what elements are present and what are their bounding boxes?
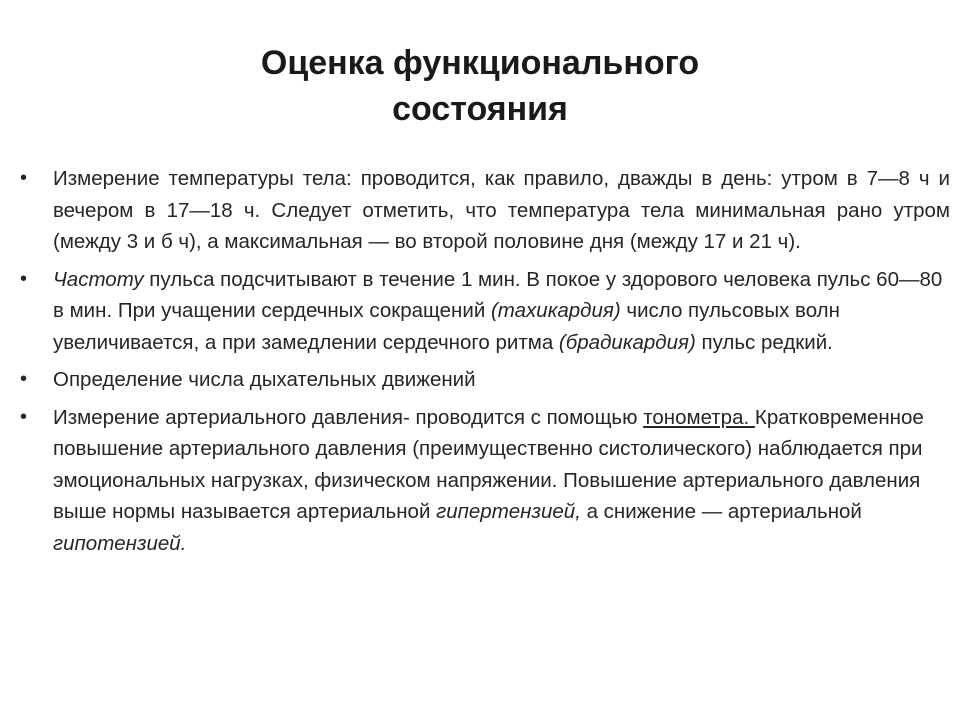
text-segment: а снижение — артериальной <box>580 500 862 523</box>
bullet-marker: • <box>20 368 28 390</box>
bullet-marker: • <box>20 267 28 290</box>
text-segment: пульс редкий. <box>695 330 833 354</box>
bullet-respiration <box>20 364 950 396</box>
italic-term: (брадикардия) <box>558 330 696 354</box>
italic-term: (тахикардия) <box>490 299 621 322</box>
bullet-text <box>53 264 950 359</box>
tonometer-link[interactable]: тонометра. <box>643 405 755 429</box>
title-line-1: Оценка функционального <box>260 44 700 82</box>
italic-term: гипотензией. <box>53 531 187 555</box>
text-segment: число пульсовых волн увеличивается, а при замедлении сердечного ритма <box>53 299 840 354</box>
bullet-temperature <box>20 163 950 258</box>
bullet-text <box>53 402 950 560</box>
bullet-blood-pressure <box>20 402 950 560</box>
text-segment: пульса подсчитывают в течение 1 мин. В покое у здорового человека пульс 60—80 в мин. При учащении сердечных сокращений <box>53 267 943 322</box>
bullet-text: Определение числа дыхательных движений <box>53 368 476 391</box>
slide-title <box>0 40 960 132</box>
text-segment: Измерение артериального давления- проводится с помощью <box>53 405 644 429</box>
title-line-2: состояния <box>392 90 568 128</box>
bullet-list <box>20 163 950 565</box>
bullet-pulse <box>20 264 950 359</box>
text-segment: Кратковременное повышение артериального давления (преимущественно систолического) наблюдается при эмоциональных нагрузках, физическом напряжении. Повышение артериального давления выше нормы называется артериальной <box>53 405 924 523</box>
italic-term: гипертензией, <box>436 500 581 523</box>
italic-term: Частоту <box>53 267 144 291</box>
bullet-marker: • <box>20 167 28 189</box>
bullet-text: Измерение температуры тела: проводится, как правило, дважды в день: утром в 7—8 ч и вечером в 17—18 ч. Следует отметить, что температура тела минимальная рано утром (между 3 и б ч), а максимальная — во второй половине дня (между 17 и 21 ч). <box>53 167 950 253</box>
bullet-marker: • <box>20 405 28 428</box>
